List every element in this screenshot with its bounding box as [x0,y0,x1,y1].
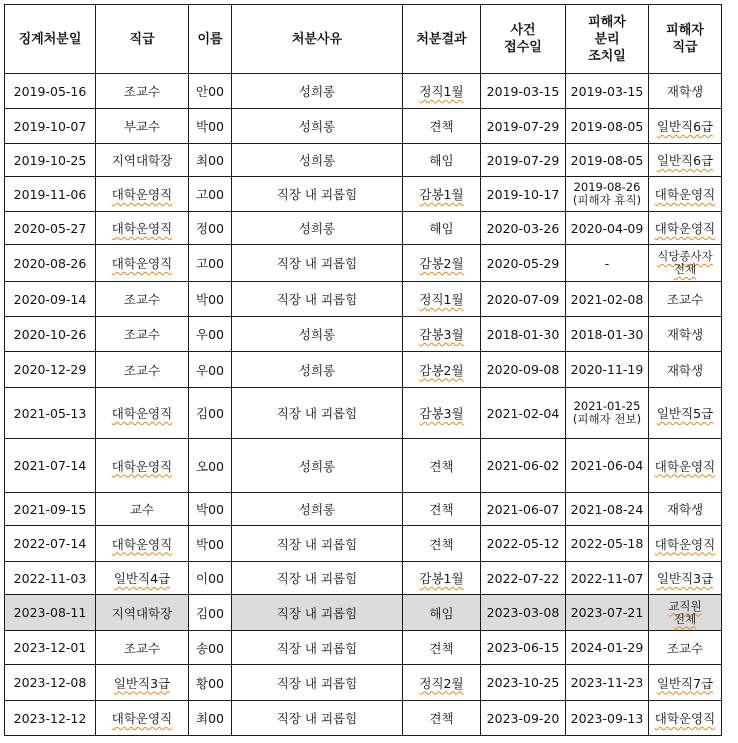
table-row [5,701,722,736]
cell-separation-date: 2019-03-15 [566,74,649,109]
cell-name: 오00 [189,439,232,493]
cell-received-date: 2019-10-17 [481,177,566,212]
cell-received-date: 2023-10-25 [481,665,566,701]
cell-discipline-date: 2020-10-26 [5,317,96,352]
table-row [5,562,722,595]
disciplinary-action-table [4,4,722,736]
cell-name: 황00 [189,665,232,701]
cell-received-date: 2023-03-08 [481,595,566,631]
cell-victim-rank: 일반직7급 [649,665,722,701]
cell-victim-rank: 일반직6급 [649,109,722,144]
cell-separation-date: 2021-06-04 [566,439,649,493]
cell-discipline-date: 2020-08-26 [5,245,96,282]
cell-name: 고00 [189,245,232,282]
cell-result: 견책 [403,109,481,144]
cell-name: 김00 [189,388,232,439]
cell-separation-date: 2021-01-25 (피해자 전보) [566,388,649,439]
cell-received-date: 2021-02-04 [481,388,566,439]
table-row [5,665,722,701]
cell-discipline-date: 2023-12-12 [5,701,96,736]
cell-received-date: 2020-05-29 [481,245,566,282]
cell-discipline-date: 2023-12-01 [5,631,96,665]
cell-received-date: 2021-06-07 [481,493,566,526]
cell-rank: 일반직3급 [96,665,189,701]
cell-discipline-date: 2022-11-03 [5,562,96,595]
cell-name: 이00 [189,562,232,595]
table-row [5,526,722,562]
cell-result: 견책 [403,526,481,562]
cell-separation-date: 2024-01-29 [566,631,649,665]
cell-victim-rank: 식당종사자 전체 [649,245,722,282]
cell-separation-date: 2022-05-18 [566,526,649,562]
cell-result: 견책 [403,701,481,736]
cell-name: 최00 [189,701,232,736]
cell-received-date: 2020-03-26 [481,212,566,245]
cell-reason: 성희롱 [232,144,403,177]
cell-rank: 조교수 [96,631,189,665]
cell-result: 정직2월 [403,665,481,701]
cell-reason: 성희롱 [232,74,403,109]
header-cell-name: 이름 [189,5,232,74]
cell-rank: 대학운영직 [96,177,189,212]
cell-reason: 성희롱 [232,493,403,526]
cell-reason: 직장 내 괴롭힘 [232,562,403,595]
cell-discipline-date: 2021-07-14 [5,439,96,493]
table-row [5,144,722,177]
cell-separation-date: 2022-11-07 [566,562,649,595]
cell-victim-rank: 일반직5급 [649,388,722,439]
cell-reason: 직장 내 괴롭힘 [232,526,403,562]
cell-victim-rank: 일반직3급 [649,562,722,595]
cell-rank: 조교수 [96,317,189,352]
cell-rank: 대학운영직 [96,212,189,245]
cell-separation-date: - [566,245,649,282]
cell-reason: 직장 내 괴롭힘 [232,388,403,439]
cell-name: 박00 [189,493,232,526]
cell-result: 감봉1월 [403,177,481,212]
cell-reason: 성희롱 [232,109,403,144]
header-cell-reason: 처분사유 [232,5,403,74]
cell-discipline-date: 2023-12-08 [5,665,96,701]
cell-discipline-date: 2019-10-07 [5,109,96,144]
cell-rank: 지역대학장 [96,595,189,631]
cell-separation-date: 2021-08-24 [566,493,649,526]
cell-discipline-date: 2022-07-14 [5,526,96,562]
cell-reason: 성희롱 [232,352,403,388]
cell-victim-rank: 대학운영직 [649,701,722,736]
cell-rank: 지역대학장 [96,144,189,177]
header-cell-result: 처분결과 [403,5,481,74]
cell-victim-rank: 조교수 [649,631,722,665]
cell-separation-date: 2023-09-13 [566,701,649,736]
cell-victim-rank: 일반직6급 [649,144,722,177]
table-body [5,74,722,736]
cell-result: 정직1월 [403,74,481,109]
cell-reason: 직장 내 괴롭힘 [232,631,403,665]
table-row [5,595,722,631]
cell-name: 우00 [189,317,232,352]
cell-result: 정직1월 [403,282,481,317]
cell-reason: 직장 내 괴롭힘 [232,595,403,631]
cell-separation-date: 2020-11-19 [566,352,649,388]
cell-discipline-date: 2020-05-27 [5,212,96,245]
cell-result: 감봉2월 [403,352,481,388]
cell-separation-date: 2023-07-21 [566,595,649,631]
cell-result: 감봉2월 [403,245,481,282]
cell-rank: 대학운영직 [96,245,189,282]
cell-discipline-date: 2021-09-15 [5,493,96,526]
cell-received-date: 2018-01-30 [481,317,566,352]
cell-discipline-date: 2019-11-06 [5,177,96,212]
cell-discipline-date: 2023-08-11 [5,595,96,631]
cell-victim-rank: 대학운영직 [649,526,722,562]
header-cell-rank: 직급 [96,5,189,74]
cell-name: 고00 [189,177,232,212]
cell-received-date: 2023-09-20 [481,701,566,736]
cell-received-date: 2021-06-02 [481,439,566,493]
table-row [5,109,722,144]
cell-received-date: 2019-07-29 [481,144,566,177]
table-row [5,631,722,665]
cell-received-date: 2019-07-29 [481,109,566,144]
cell-result: 감봉3월 [403,388,481,439]
cell-separation-date: 2023-11-23 [566,665,649,701]
cell-separation-date: 2019-08-26 (피해자 휴직) [566,177,649,212]
cell-discipline-date: 2021-05-13 [5,388,96,439]
cell-rank: 교수 [96,493,189,526]
cell-reason: 직장 내 괴롭힘 [232,177,403,212]
cell-rank: 부교수 [96,109,189,144]
cell-separation-date: 2021-02-08 [566,282,649,317]
table-row [5,245,722,282]
table-row [5,388,722,439]
cell-rank: 조교수 [96,282,189,317]
table-row [5,317,722,352]
cell-rank: 대학운영직 [96,701,189,736]
cell-result: 감봉3월 [403,317,481,352]
header-row [5,5,722,74]
cell-name: 박00 [189,282,232,317]
cell-received-date: 2022-05-12 [481,526,566,562]
cell-reason: 직장 내 괴롭힘 [232,665,403,701]
table-row [5,493,722,526]
cell-victim-rank: 재학생 [649,493,722,526]
cell-name: 우00 [189,352,232,388]
cell-victim-rank: 재학생 [649,317,722,352]
cell-victim-rank: 대학운영직 [649,177,722,212]
cell-result: 견책 [403,631,481,665]
cell-discipline-date: 2019-05-16 [5,74,96,109]
table-row [5,282,722,317]
cell-result: 견책 [403,493,481,526]
cell-rank: 조교수 [96,352,189,388]
cell-result: 해임 [403,212,481,245]
header-cell-discipline-date: 징계처분일 [5,5,96,74]
cell-name: 박00 [189,526,232,562]
cell-received-date: 2023-06-15 [481,631,566,665]
cell-rank: 조교수 [96,74,189,109]
table-row [5,177,722,212]
cell-reason: 성희롱 [232,439,403,493]
cell-received-date: 2022-07-22 [481,562,566,595]
cell-name: 김00 [189,595,232,631]
header-cell-received-date: 사건 접수일 [481,5,566,74]
cell-victim-rank: 대학운영직 [649,439,722,493]
cell-result: 감봉1월 [403,562,481,595]
cell-name: 최00 [189,144,232,177]
cell-name: 정00 [189,212,232,245]
header-cell-victim-rank: 피해자 직급 [649,5,722,74]
cell-received-date: 2020-07-09 [481,282,566,317]
cell-rank: 대학운영직 [96,526,189,562]
table-header [5,5,722,74]
cell-name: 안00 [189,74,232,109]
cell-name: 박00 [189,109,232,144]
cell-separation-date: 2019-08-05 [566,109,649,144]
cell-name: 송00 [189,631,232,665]
cell-rank: 대학운영직 [96,439,189,493]
cell-victim-rank: 대학운영직 [649,212,722,245]
cell-result: 해임 [403,595,481,631]
table-row [5,74,722,109]
cell-reason: 성희롱 [232,317,403,352]
cell-reason: 직장 내 괴롭힘 [232,701,403,736]
cell-reason: 직장 내 괴롭힘 [232,282,403,317]
cell-reason: 성희롱 [232,212,403,245]
cell-separation-date: 2018-01-30 [566,317,649,352]
table-row [5,439,722,493]
table-row [5,212,722,245]
cell-rank: 일반직4급 [96,562,189,595]
table-row [5,352,722,388]
cell-discipline-date: 2019-10-25 [5,144,96,177]
cell-rank: 대학운영직 [96,388,189,439]
header-cell-separation-date: 피해자 분리 조치일 [566,5,649,74]
cell-victim-rank: 조교수 [649,282,722,317]
cell-result: 해임 [403,144,481,177]
cell-discipline-date: 2020-12-29 [5,352,96,388]
cell-separation-date: 2019-08-05 [566,144,649,177]
cell-discipline-date: 2020-09-14 [5,282,96,317]
cell-result: 견책 [403,439,481,493]
cell-victim-rank: 교직원 전체 [649,595,722,631]
cell-reason: 직장 내 괴롭힘 [232,245,403,282]
cell-separation-date: 2020-04-09 [566,212,649,245]
cell-received-date: 2019-03-15 [481,74,566,109]
cell-victim-rank: 재학생 [649,352,722,388]
cell-victim-rank: 재학생 [649,74,722,109]
cell-received-date: 2020-09-08 [481,352,566,388]
